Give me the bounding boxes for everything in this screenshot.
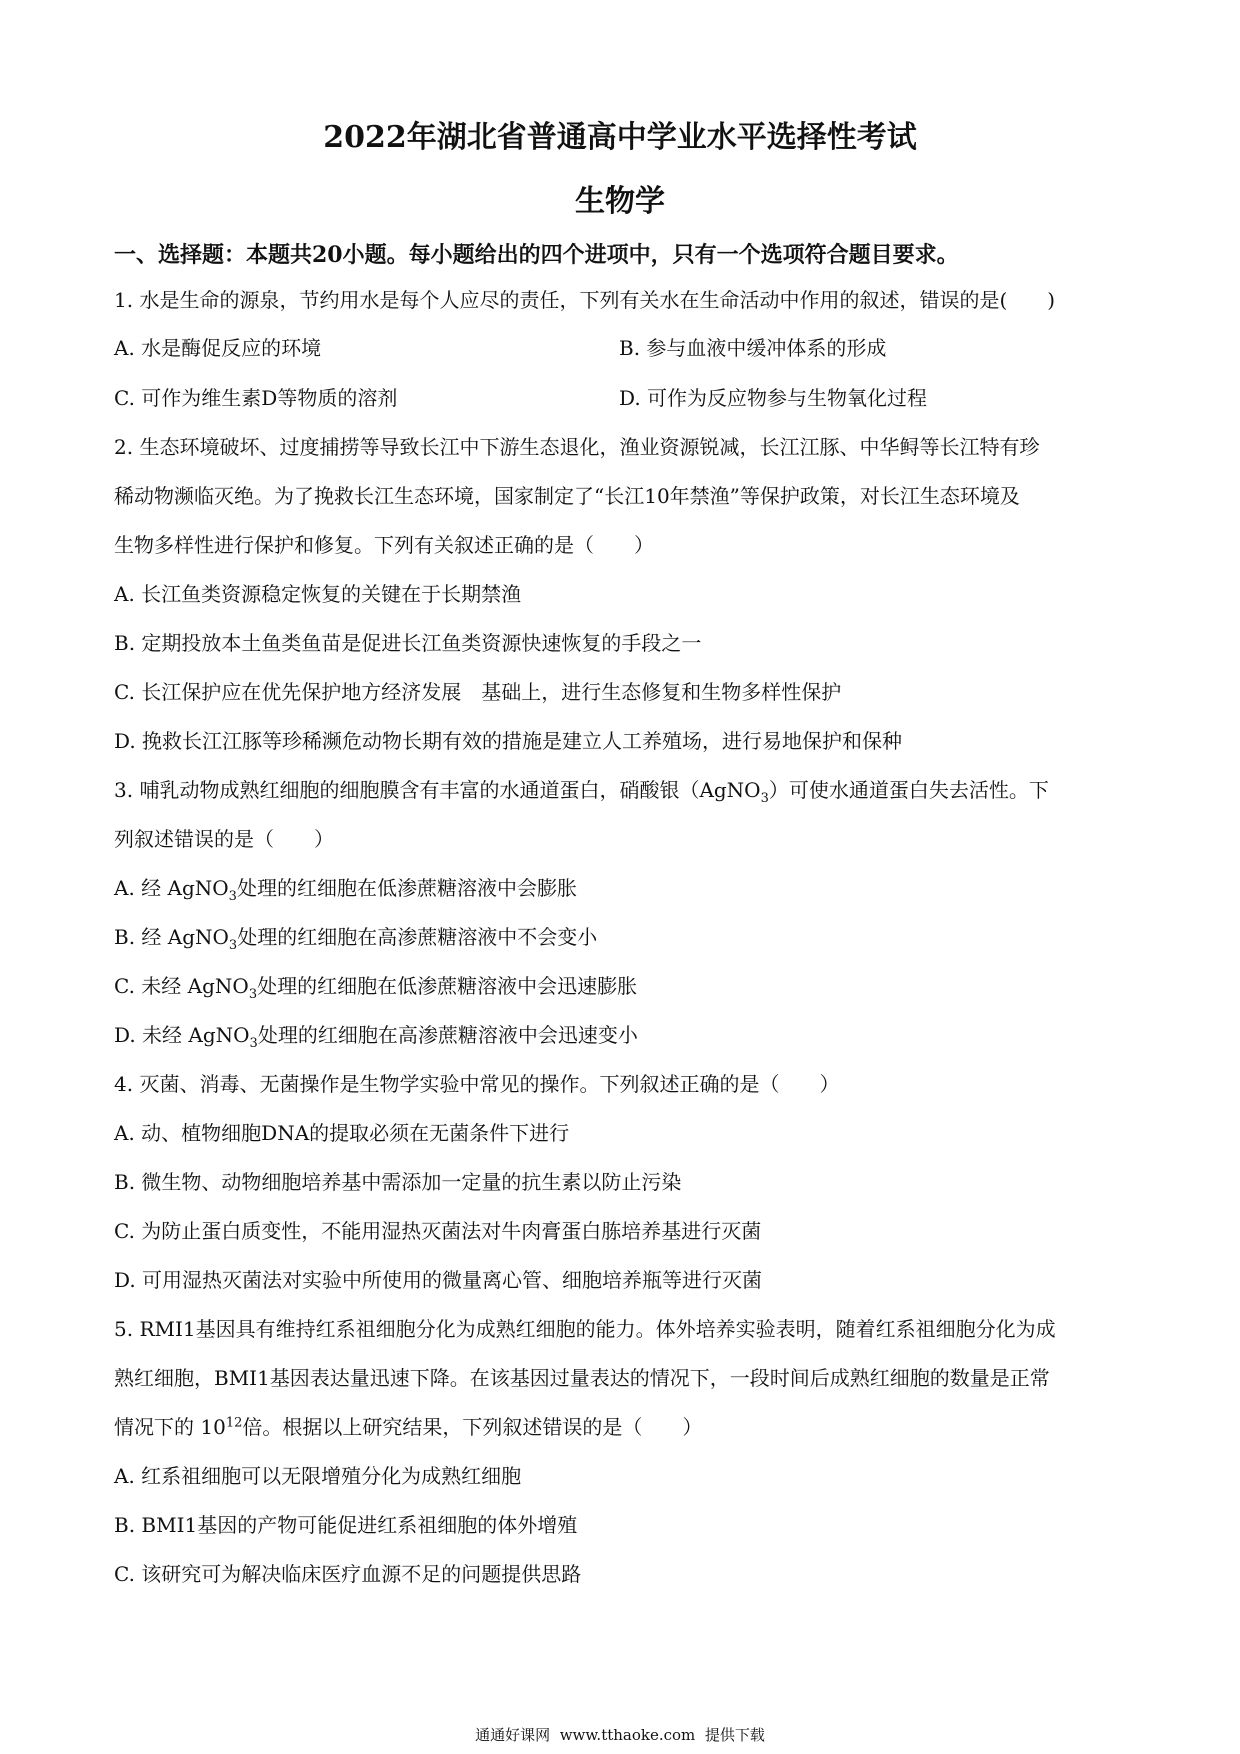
q2-option-d: D. 挽救长江江豚等珍稀濒危动物长期有效的措施是建立人工养殖场，进行易地保护和保种 [114,729,903,753]
q1-option-a: A. 水是酶促反应的环境 [114,336,322,360]
q2-option-a: A. 长江鱼类资源稳定恢复的关键在于长期禁渔 [114,582,522,606]
q3-stem-subscript: 3 [760,791,769,806]
q5-stem-line-2: 熟红细胞，BMI1基因表达量迅速下降。在该基因过量表达的情况下，一段时间后成熟红细胞的数量是正常 [114,1366,1050,1390]
q3-option-c-text-b: 处理的红细胞在低渗蔗糖溶液中会迅速膨胀 [257,974,638,998]
q1-option-d: D. 可作为反应物参与生物氧化过程 [619,386,928,410]
q5-stem-line-3 [114,1413,702,1441]
page-footer: 通通好课网 www.tthaoke.com 提供下载 [475,1726,765,1744]
exam-subject: 生物学 [575,184,665,219]
q3-option-a-text-a: A. 经 AgNO [114,876,229,900]
q5-option-c: C. 该研究可为解决临床医疗血源不足的问题提供思路 [114,1562,582,1586]
q4-option-a: A. 动、植物细胞DNA的提取必须在无菌条件下进行 [114,1121,570,1145]
q3-option-b-text-b: 处理的红细胞在高渗蔗糖溶液中不会变小 [237,925,598,949]
q1-stem: 1. 水是生命的源泉，节约用水是每个人应尽的责任，下列有关水在生命活动中作用的叙述，错误的是( ) [114,288,1056,312]
q5-stem-line-1: 5. RMI1基因具有维持红系祖细胞分化为成熟红细胞的能力。体外培养实验表明，随着红系祖细胞分化为成 [114,1317,1056,1341]
q2-stem-line-3: 生物多样性进行保护和修复。下列有关叙述正确的是（ ） [114,533,654,557]
section-heading: 一、选择题：本题共20小题。每小题给出的四个进项中，只有一个选项符合题目要求。 [114,242,959,268]
q3-stem-line-1 [114,776,1049,804]
q3-stem-text-b: ）可使水通道蛋白失去活性。下 [768,778,1049,802]
q3-option-a-text-b: 处理的红细胞在低渗蔗糖溶液中会膨胀 [236,876,577,900]
q4-option-d: D. 可用湿热灭菌法对实验中所使用的微量离心管、细胞培养瓶等进行灭菌 [114,1268,763,1292]
q1-option-b: B. 参与血液中缓冲体系的形成 [619,336,887,360]
q3-option-c-subscript: 3 [248,987,258,1002]
q3-option-b [114,923,597,951]
q1-option-c: C. 可作为维生素D等物质的溶剂 [114,386,398,410]
q3-option-c-text-a: C. 未经 AgNO [114,974,249,998]
q5-stem-text-b: 倍。根据以上研究结果，下列叙述错误的是（ ） [242,1415,703,1439]
q3-option-b-text-a: B. 经 AgNO [114,925,229,949]
q4-option-b: B. 微生物、动物细胞培养基中需添加一定量的抗生素以防止污染 [114,1170,682,1194]
q3-option-d-text-b: 处理的红细胞在高渗蔗糖溶液中会迅速变小 [257,1023,638,1047]
q3-option-d-subscript: 3 [249,1036,258,1051]
q5-stem-superscript: 12 [225,1415,243,1431]
q2-stem-line-2: 稀动物濒临灭绝。为了挽救长江生态环境，国家制定了“长江10年禁渔”等保护政策，对长江生态环境及 [114,484,1020,508]
q3-option-a [114,874,577,902]
q2-option-b: B. 定期投放本土鱼类鱼苗是促进长江鱼类资源快速恢复的手段之一 [114,631,702,655]
q3-option-d-text-a: D. 未经 AgNO [114,1023,250,1047]
q2-stem-line-1: 2. 生态环境破坏、过度捕捞等导致长江中下游生态退化，渔业资源锐减，长江江豚、中华鲟等长江特有珍 [114,435,1040,459]
q5-option-a: A. 红系祖细胞可以无限增殖分化为成熟红细胞 [114,1464,522,1488]
q4-option-c: C. 为防止蛋白质变性，不能用湿热灭菌法对牛肉膏蛋白胨培养基进行灭菌 [114,1219,762,1243]
q3-option-c [114,972,637,1000]
q3-stem-text-a: 3. 哺乳动物成熟红细胞的细胞膜含有丰富的水通道蛋白，硝酸银（AgNO [114,778,761,802]
q3-option-a-subscript: 3 [228,889,237,904]
q3-stem-line-2: 列叙述错误的是（ ） [114,827,334,851]
q3-option-d [114,1021,638,1049]
q4-stem: 4. 灭菌、消毒、无菌操作是生物学实验中常见的操作。下列叙述正确的是（ ） [114,1072,840,1096]
q3-option-b-subscript: 3 [228,938,238,953]
exam-title: 2022年湖北省普通高中学业水平选择性考试 [323,120,917,155]
q5-option-b: B. BMI1基因的产物可能促进红系祖细胞的体外增殖 [114,1513,578,1537]
q2-option-c: C. 长江保护应在优先保护地方经济发展 基础上，进行生态修复和生物多样性保护 [114,680,842,704]
q5-stem-text-a: 情况下的 10 [114,1415,226,1439]
